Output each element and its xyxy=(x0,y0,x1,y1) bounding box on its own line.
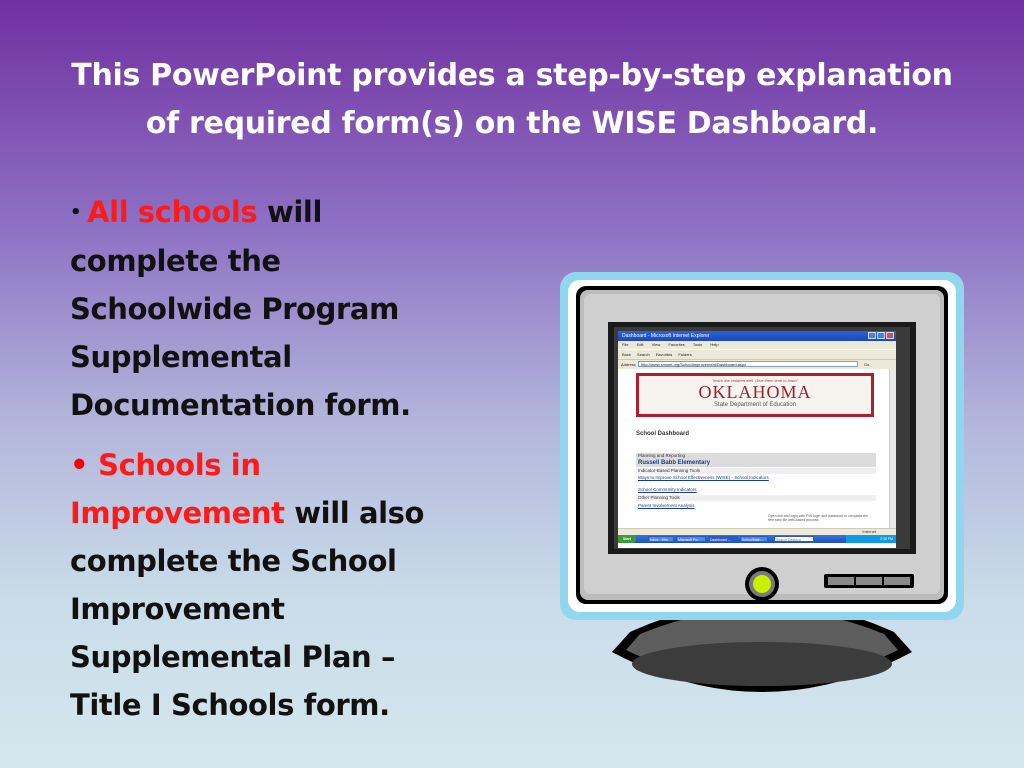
bullet-highlight: All schools xyxy=(87,195,258,229)
clock: 2:38 PM xyxy=(846,535,896,543)
window-title: Dashboard - Microsoft Internet Explorer xyxy=(622,333,710,339)
menu-bar xyxy=(618,341,896,349)
status-zone: Internet xyxy=(862,529,876,534)
bullet-marker: • xyxy=(70,202,82,223)
back-button: Back xyxy=(622,352,631,357)
instruction-note: Open link and login with PIN login and password to complete the free step file web-based process xyxy=(768,514,869,522)
school-name: Russell Babb Elementary xyxy=(636,459,876,467)
folders-button: Folders xyxy=(678,352,692,357)
banner-logo-text: OKLAHOMA xyxy=(698,382,812,402)
bullet-text: will also complete the School Improvement Supplemental Plan – Title I Schools form. xyxy=(70,496,425,722)
address-label: Address xyxy=(621,362,636,367)
close-icon xyxy=(886,332,894,339)
status-bar xyxy=(618,528,896,535)
other-tools-header: Other Planning Tools xyxy=(636,495,876,501)
window-controls xyxy=(867,332,894,343)
indicator-tools-header: Indicator-Based Planning Tools xyxy=(636,468,876,474)
page-content xyxy=(618,369,896,528)
task-inbox: Inbox - Micr... xyxy=(648,536,674,542)
task-powerpoint: Microsoft Po... xyxy=(676,536,706,542)
window-titlebar xyxy=(618,331,896,341)
bullet-marker: • xyxy=(70,448,89,482)
task-dashboard: Dashboard -... xyxy=(708,536,738,542)
banner-tagline: "teach the children well. Give them time to learn" xyxy=(712,378,798,383)
section-label: Planning and Reporting xyxy=(636,453,876,459)
menu-help: Help xyxy=(710,342,719,347)
address-bar xyxy=(618,359,896,369)
bullet-list xyxy=(70,188,470,729)
scrollbar xyxy=(889,369,896,528)
desktop-search-field: Search Desktop xyxy=(774,536,814,542)
favorites-button: Favorites xyxy=(655,352,673,357)
menu-favorites: Favorites xyxy=(668,342,685,347)
start-button: Start xyxy=(618,535,636,543)
menu-file: File xyxy=(622,342,629,347)
browser-toolbar xyxy=(618,349,896,359)
bullet-schools-in-improvement xyxy=(70,441,470,729)
oklahoma-banner xyxy=(636,373,874,417)
banner-subtitle: State Department of Education xyxy=(713,402,797,408)
address-field: http://www.sminet.org/SchoolImprovement/Dashboard.aspx xyxy=(638,361,858,367)
menu-edit: Edit xyxy=(636,342,644,347)
search-button: Search xyxy=(637,352,650,357)
slide-title: This PowerPoint provides a step-by-step explanation of required form(s) on the WISE Dashboard. xyxy=(71,58,953,141)
menu-tools: Tools xyxy=(692,342,703,347)
link-community-indicators: School Community Indicators xyxy=(638,487,697,492)
link-parent-involvement: Parent Involvement Analysis xyxy=(638,503,695,508)
bullet-highlight: Schools in Improvement xyxy=(70,448,285,530)
browser-screenshot xyxy=(618,331,896,548)
taskbar xyxy=(618,535,896,543)
page-title: School Dashboard xyxy=(636,431,690,437)
bullet-all-schools xyxy=(70,188,470,429)
go-button: Go xyxy=(864,362,870,367)
bullet-text: will complete the Schoolwide Program Supplemental Documentation form. xyxy=(70,195,411,422)
task-schoolmain: SchoolMain... xyxy=(740,536,768,542)
menu-view: View xyxy=(651,342,661,347)
minimize-icon xyxy=(868,332,876,339)
link-wise-indicators: Ways to Improve School Effectiveness (WISE) - School Indicators xyxy=(638,475,769,480)
maximize-icon xyxy=(877,332,885,339)
